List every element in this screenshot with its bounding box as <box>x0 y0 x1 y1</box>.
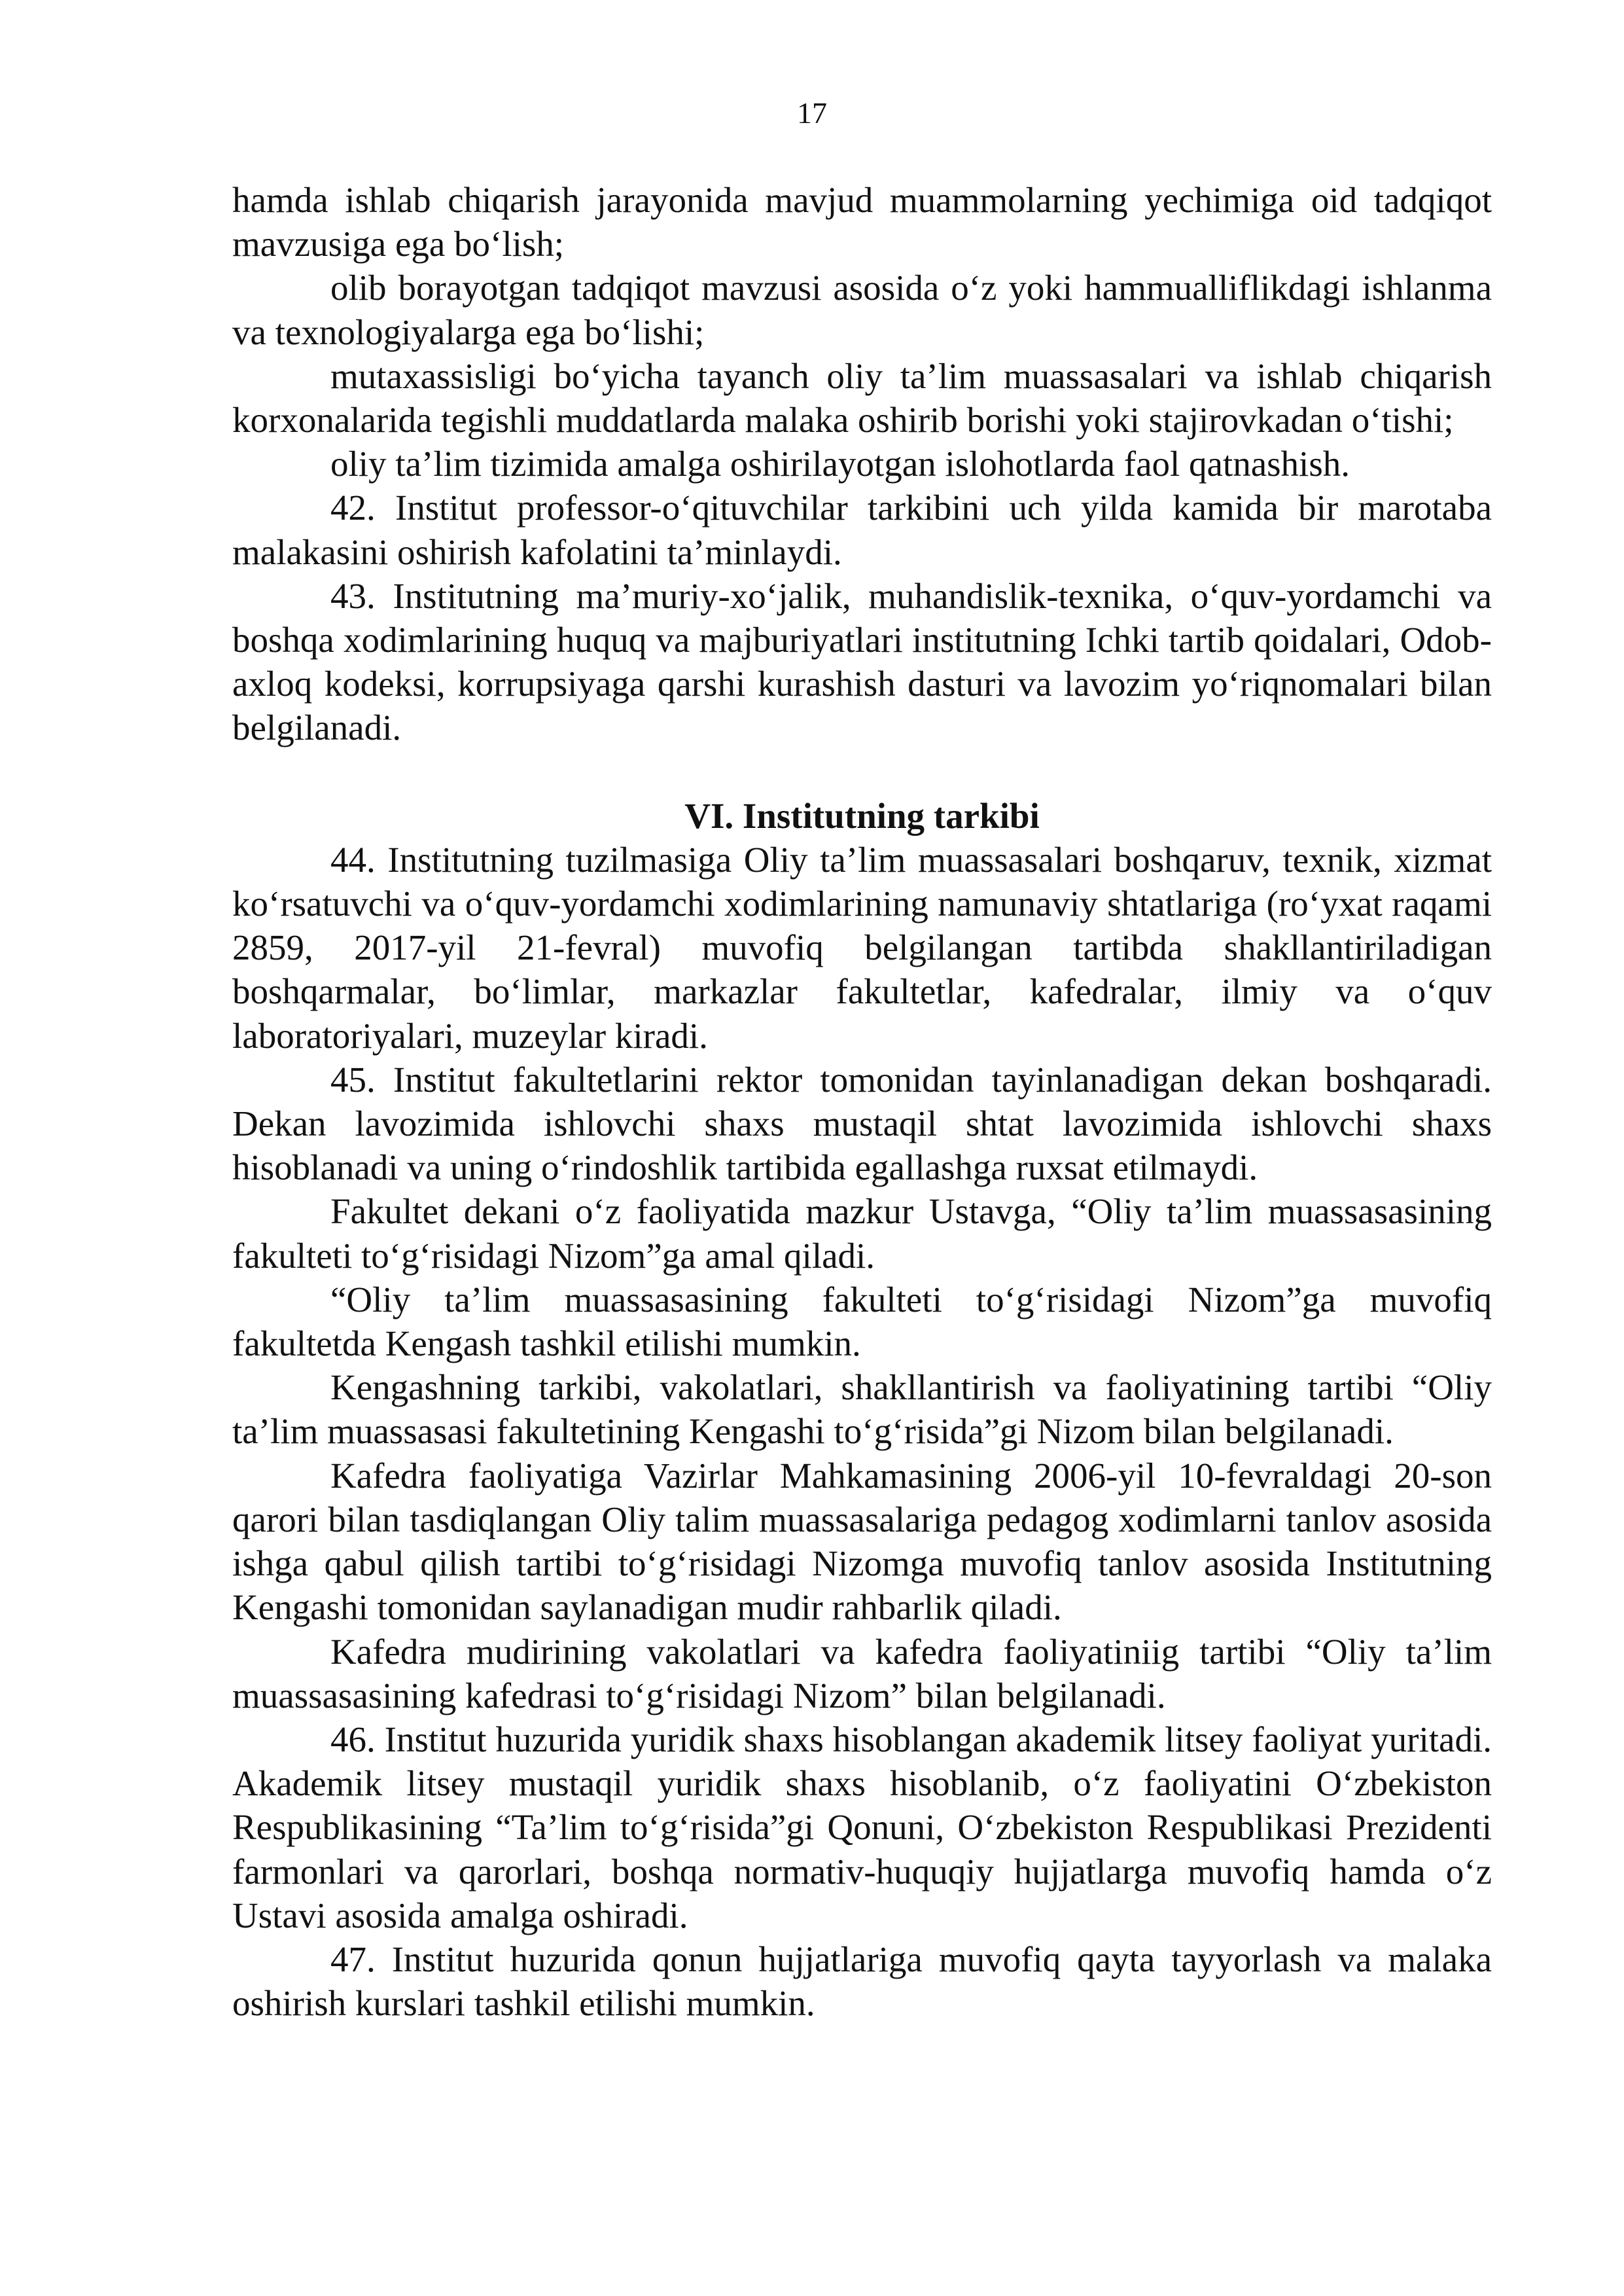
paragraph-item-44: 44. Institutning tuzilmasiga Oliy ta’lim muassasalari boshqaruv, texnik, xizmat ko‘rsatuvchi va o‘quv-yordamchi xodimlarining namunaviy shtatlariga (ro‘yxat raqami 2859, 2017-yil 21-fevral) muvofiq belgilangan tartibda shakllantiriladigan boshqarmalar, bo‘limlar, markazlar fakultetlar, kafedralar, ilmiy va o‘quv laboratoriyalari, muzeylar kiradi. <box>232 839 1492 1056</box>
paragraph: Kafedra mudirining vakolatlari va kafedra faoliyatiniig tartibi “Oliy ta’lim muassasasining kafedrasi to‘g‘risidagi Nizom” bilan belgilanadi. <box>232 1631 1492 1715</box>
paragraph: Kengashning tarkibi, vakolatlari, shakllantirish va faoliyatining tartibi “Oliy ta’lim muassasasi fakultetining Kengashi to‘g‘risida”gi Nizom bilan belgilanadi. <box>232 1367 1492 1452</box>
paragraph: oliy ta’lim tizimida amalga oshirilayotgan islohotlarda faol qatnashish. <box>330 444 1350 484</box>
page-number: 17 <box>797 96 827 130</box>
paragraph: Fakultet dekani o‘z faoliyatida mazkur Ustavga, “Oliy ta’lim muassasasining fakulteti to‘g‘risidagi Nizom”ga amal qiladi. <box>232 1191 1492 1276</box>
paragraph-item-42: 42. Institut professor-o‘qituvchilar tarkibini uch yilda kamida bir marotaba malakasini oshirish kafolatini ta’minlaydi. <box>232 488 1492 572</box>
paragraph: Kafedra faoliyatiga Vazirlar Mahkamasining 2006-yil 10-fevraldagi 20-son qarori bilan tasdiqlangan Oliy talim muassasalariga pedagog xodimlarni tanlov asosida ishga qabul qilish tartibi to‘g‘risidagi Nizomga muvofiq tanlov asosida Institutning Kengashi tomonidan saylanadigan mudir rahbarlik qiladi. <box>232 1455 1492 1628</box>
paragraph: “Oliy ta’lim muassasasining fakulteti to‘g‘risidagi Nizom”ga muvofiq fakultetda Kengash tashkil etilishi mumkin. <box>232 1279 1492 1364</box>
paragraph: mutaxassisligi bo‘yicha tayanch oliy ta’lim muassasalari va ishlab chiqarish korxonalarida tegishli muddatlarda malaka oshirib borishi yoki stajirovkadan o‘tishi; <box>232 355 1492 440</box>
paragraph: olib borayotgan tadqiqot mavzusi asosida o‘z yoki hammualliflikdagi ishlanma va texnologiyalarga ega bo‘lishi; <box>232 268 1492 352</box>
paragraph: hamda ishlab chiqarish jarayonida mavjud muammolarning yechimiga oid tadqiqot mavzusiga ega bo‘lish; <box>232 180 1492 264</box>
paragraph-item-45: 45. Institut fakultetlarini rektor tomonidan tayinlanadigan dekan boshqaradi. Dekan lavozimida ishlovchi shaxs mustaqil shtat lavozimida ishlovchi shaxs hisoblanadi va uning o‘rindoshlik tartibida egallashga ruxsat etilmaydi. <box>232 1059 1492 1188</box>
paragraph-item-43: 43. Institutning ma’muriy-xo‘jalik, muhandislik-texnika, o‘quv-yordamchi va boshqa xodimlarining huquq va majburiyatlari institutning Ichki tartib qoidalari, Odob-axloq kodeksi, korrupsiyaga qarshi kurashish dasturi va lavozim yo‘riqnomalari bilan belgilanadi. <box>232 575 1492 748</box>
paragraph-item-46: 46. Institut huzurida yuridik shaxs hisoblangan akademik litsey faoliyat yuritadi. Akademik litsey mustaqil yuridik shaxs hisoblanib, o‘z faoliyatini O‘zbekiston Respublikasining “Ta’lim to‘g‘risida”gi Qonuni, O‘zbekiston Respublikasi Prezidenti farmonlari va qarorlari, boshqa normativ-huquqiy hujjatlarga muvofiq hamda o‘z Ustavi asosida amalga oshiradi. <box>232 1719 1492 1935</box>
paragraph-item-47: 47. Institut huzurida qonun hujjatlariga muvofiq qayta tayyorlash va malaka oshirish kurslari tashkil etilishi mumkin. <box>232 1939 1492 2024</box>
section-heading: VI. Institutning tarkibi <box>684 795 1040 836</box>
document-body <box>232 178 1492 2025</box>
